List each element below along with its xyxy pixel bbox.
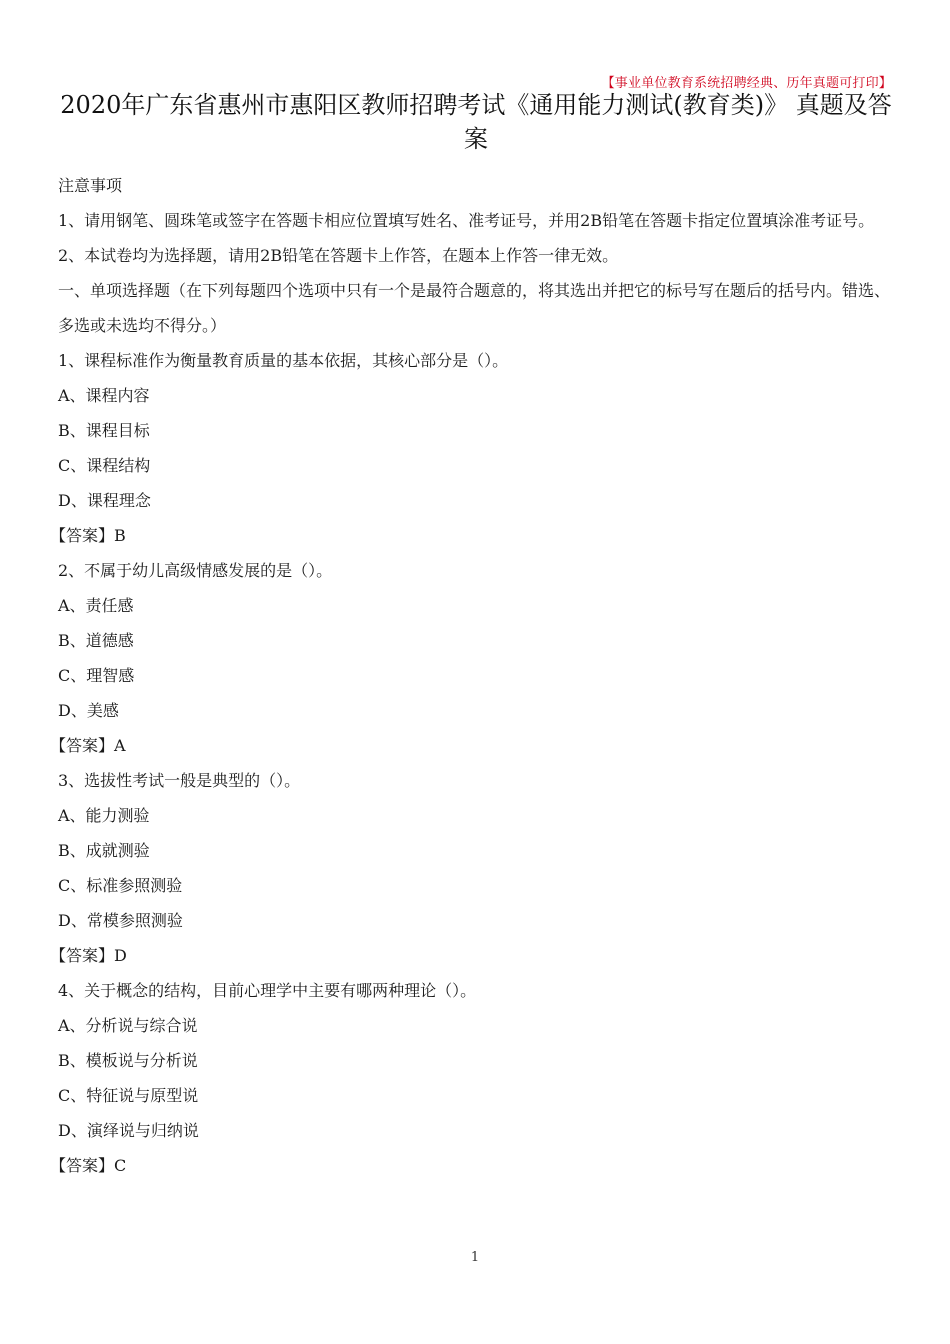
answer: 【答案】D: [50, 946, 127, 965]
header-note: 【事业单位教育系统招聘经典、历年真题可打印】: [601, 76, 892, 91]
option-b: B、课程目标: [58, 421, 150, 440]
notice-item-1: 1、请用钢笔、圆珠笔或签字在答题卡相应位置填写姓名、准考证号，并用2B铅笔在答题卡指定位置填涂准考证号。: [58, 211, 875, 230]
option-b: B、成就测验: [58, 841, 150, 860]
question-1: [50, 343, 894, 553]
answer: 【答案】C: [50, 1156, 127, 1175]
option-c: C、标准参照测验: [58, 876, 183, 895]
question-stem: 2、不属于幼儿高级情感发展的是（）。: [58, 561, 333, 580]
option-a: A、责任感: [58, 596, 134, 615]
answer: 【答案】B: [50, 526, 126, 545]
option-c: C、理智感: [58, 666, 135, 685]
section-heading: 一、单项选择题（在下列每题四个选项中只有一个是最符合题意的，将其选出并把它的标号写在题后的括号内。错选、多选或未选均不得分。）: [58, 281, 891, 335]
option-a: A、课程内容: [58, 386, 150, 405]
question-3: [50, 763, 894, 973]
question-stem: 1、课程标准作为衡量教育质量的基本依据，其核心部分是（）。: [58, 351, 509, 370]
option-c: C、特征说与原型说: [58, 1086, 199, 1105]
question-2: [50, 553, 894, 763]
option-d: D、美感: [58, 701, 119, 720]
option-d: D、演绎说与归纳说: [58, 1121, 199, 1140]
option-c: C、课程结构: [58, 456, 151, 475]
option-d: D、课程理念: [58, 491, 151, 510]
option-a: A、分析说与综合说: [58, 1016, 198, 1035]
page-title: 2020年广东省惠州市惠阳区教师招聘考试《通用能力测试(教育类)》 真题及答案: [60, 91, 892, 153]
answer: 【答案】A: [50, 736, 126, 755]
question-4: [50, 973, 894, 1183]
option-d: D、常模参照测验: [58, 911, 183, 930]
page-number: 1: [470, 1250, 480, 1265]
question-stem: 3、选拔性考试一般是典型的（）。: [58, 771, 301, 790]
option-b: B、道德感: [58, 631, 134, 650]
question-stem: 4、关于概念的结构，目前心理学中主要有哪两种理论（）。: [58, 981, 477, 1000]
option-a: A、能力测验: [58, 806, 150, 825]
notice-item-2: 2、本试卷均为选择题，请用2B铅笔在答题卡上作答，在题本上作答一律无效。: [58, 246, 619, 265]
option-b: B、模板说与分析说: [58, 1051, 198, 1070]
document-body: [50, 168, 894, 1183]
notice-heading: 注意事项: [58, 176, 123, 195]
